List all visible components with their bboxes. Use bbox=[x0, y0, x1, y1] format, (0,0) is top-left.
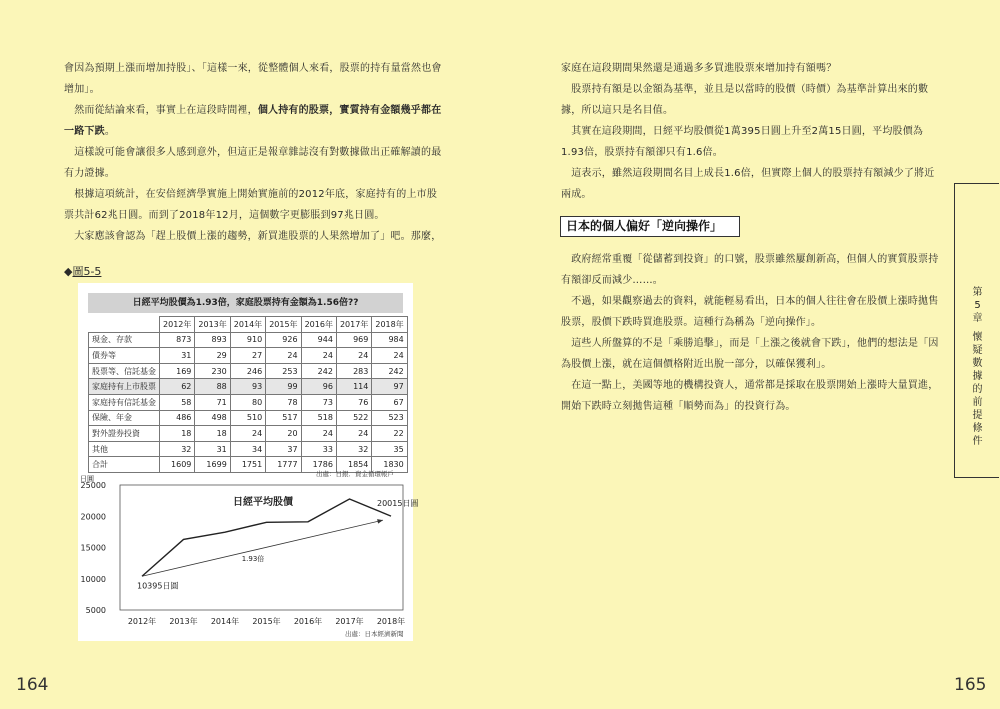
table-cell: 20 bbox=[266, 426, 301, 442]
table-cell: 24 bbox=[336, 426, 371, 442]
table-cell: 1786 bbox=[301, 457, 336, 473]
table-cell: 522 bbox=[336, 410, 371, 426]
table-cell: 93 bbox=[230, 379, 265, 395]
table-cell: 99 bbox=[266, 379, 301, 395]
table-cell: 283 bbox=[336, 363, 371, 379]
table-cell: 910 bbox=[230, 332, 265, 348]
table-row bbox=[89, 348, 408, 364]
figure-5-5 bbox=[78, 283, 419, 641]
row-label: 家庭持有信託基金 bbox=[89, 394, 160, 410]
table-cell: 24 bbox=[301, 348, 336, 364]
table-cell: 37 bbox=[266, 441, 301, 457]
paragraph: 家庭在這段期間果然還是通過多多買進股票來增加持有額嗎？ bbox=[561, 63, 837, 74]
arrowhead-icon bbox=[377, 519, 383, 524]
y-tick-label: 20000 bbox=[80, 512, 106, 522]
table-cell: 246 bbox=[230, 363, 265, 379]
table-cell: 33 bbox=[301, 441, 336, 457]
side-tab-char: 5 bbox=[974, 300, 981, 311]
row-label: 對外證券投資 bbox=[89, 426, 160, 442]
side-tab-char: 章 bbox=[972, 313, 983, 324]
column-header: 2018年 bbox=[372, 317, 407, 333]
table-cell: 486 bbox=[160, 410, 195, 426]
table-cell: 34 bbox=[230, 441, 265, 457]
paragraph: 不過，如果觀察過去的資料，就能輕易看出，日本的個人往往會在股價上漲時拋售 股票，股價下跌時買進股票。這種行為稱為「逆向操作」。 bbox=[561, 296, 939, 328]
table-cell: 498 bbox=[195, 410, 230, 426]
side-tab-char: 第 bbox=[972, 287, 983, 298]
table-title: 日經平均股價為1.93倍，家庭股票持有金額為1.56倍?? bbox=[88, 293, 403, 313]
table-cell: 24 bbox=[230, 426, 265, 442]
paragraph: 大家應該會認為「趕上股價上漲的趨勢，新買進股票的人果然增加了」吧。那麼， bbox=[64, 231, 442, 242]
table-cell: 984 bbox=[372, 332, 407, 348]
table-cell: 523 bbox=[372, 410, 407, 426]
table-cell: 969 bbox=[336, 332, 371, 348]
table-cell: 1609 bbox=[160, 457, 195, 473]
table-cell: 517 bbox=[266, 410, 301, 426]
y-tick-label: 15000 bbox=[80, 543, 106, 553]
x-tick-label: 2018年 bbox=[376, 617, 406, 626]
table-cell: 242 bbox=[301, 363, 336, 379]
table-cell: 230 bbox=[195, 363, 230, 379]
table-cell: 31 bbox=[195, 441, 230, 457]
side-tab-char: 數 bbox=[972, 358, 983, 369]
chapter-side-tab-text bbox=[955, 286, 1000, 448]
table-row bbox=[89, 394, 408, 410]
table-cell: 96 bbox=[301, 379, 336, 395]
column-header: 2014年 bbox=[230, 317, 265, 333]
household-assets-table bbox=[88, 316, 408, 473]
table-cell: 1777 bbox=[266, 457, 301, 473]
paragraph: 這表示，雖然這段期間名目上成長1.6倍，但實際上個人的股票持有額減少了將近 兩成。 bbox=[561, 168, 935, 200]
table-cell: 24 bbox=[301, 426, 336, 442]
row-label: 保險、年金 bbox=[89, 410, 160, 426]
start-value-label: 10395日圓 bbox=[137, 581, 179, 591]
column-header: 2015年 bbox=[266, 317, 301, 333]
table-row bbox=[89, 441, 408, 457]
table-cell: 62 bbox=[160, 379, 195, 395]
paragraph: 股票持有額是以金額為基準，並且是以當時的股價（時價）為基準計算出來的數 據，所以這只是名目值。 bbox=[561, 84, 929, 116]
row-label: 合計 bbox=[89, 457, 160, 473]
x-tick-label: 2014年 bbox=[210, 617, 240, 626]
y-axis-unit-label: 日圓 bbox=[80, 475, 94, 483]
table-cell: 926 bbox=[266, 332, 301, 348]
paragraph: 其實在這段期間，日經平均股價從1萬395日圓上升至2萬15日圓，平均股價為 1.93倍，股票持有額卻只有1.6倍。 bbox=[561, 126, 924, 158]
table-cell: 32 bbox=[336, 441, 371, 457]
ratio-label: 1.93倍 bbox=[241, 555, 265, 563]
nikkei-series-line bbox=[142, 499, 391, 576]
table-cell: 18 bbox=[160, 426, 195, 442]
row-label: 股票等、信託基金 bbox=[89, 363, 160, 379]
x-tick-label: 2017年 bbox=[335, 617, 364, 626]
column-header: 2017年 bbox=[336, 317, 371, 333]
table-cell: 78 bbox=[266, 394, 301, 410]
table-cell: 32 bbox=[160, 441, 195, 457]
x-tick-label: 2012年 bbox=[127, 617, 157, 626]
table-cell: 24 bbox=[336, 348, 371, 364]
y-tick-label: 10000 bbox=[80, 574, 106, 584]
table-cell: 253 bbox=[266, 363, 301, 379]
chapter-side-tab bbox=[954, 183, 999, 478]
table-cell: 1699 bbox=[195, 457, 230, 473]
y-tick-label: 25000 bbox=[80, 481, 106, 490]
table-cell: 97 bbox=[372, 379, 407, 395]
chart-source: 出處：日本經濟新聞 bbox=[345, 630, 404, 638]
table-row bbox=[89, 363, 408, 379]
row-label: 其他 bbox=[89, 441, 160, 457]
side-tab-char: 提 bbox=[972, 410, 983, 421]
table-cell: 76 bbox=[336, 394, 371, 410]
diamond-bullet-icon: ◆ bbox=[64, 265, 73, 278]
table-cell: 518 bbox=[301, 410, 336, 426]
paragraph: 然而從結論來看，事實上在這段時間裡，個人持有的股票，實質持有金額幾乎都在 一路下跌。 bbox=[64, 105, 442, 137]
table-cell: 169 bbox=[160, 363, 195, 379]
table-cell: 18 bbox=[195, 426, 230, 442]
column-header: 2016年 bbox=[301, 317, 336, 333]
side-tab-char: 前 bbox=[972, 397, 983, 408]
row-label: 家庭持有上市股票 bbox=[89, 379, 160, 395]
table-cell: 31 bbox=[160, 348, 195, 364]
paragraph: 在這一點上，美國等地的機構投資人，通常都是採取在股票開始上漲時大量買進， 開始下跌時立刻拋售這種「順勢而為」的投資行為。 bbox=[561, 380, 939, 412]
row-label: 現金、存款 bbox=[89, 332, 160, 348]
y-tick-label: 5000 bbox=[85, 606, 106, 615]
side-tab-char: 的 bbox=[972, 384, 983, 395]
table-cell: 80 bbox=[230, 394, 265, 410]
table-cell: 1751 bbox=[230, 457, 265, 473]
table-cell: 873 bbox=[160, 332, 195, 348]
section-heading: 日本的個人偏好「逆向操作」 bbox=[560, 216, 740, 237]
table-cell: 88 bbox=[195, 379, 230, 395]
paragraph: 政府經常重覆「從儲蓄到投資」的口號，股票雖然屢創新高，但個人的實質股票持 有額卻反而減少……。 bbox=[561, 254, 939, 286]
side-tab-char: 件 bbox=[972, 436, 983, 447]
table-cell: 22 bbox=[372, 426, 407, 442]
table-cell: 510 bbox=[230, 410, 265, 426]
page-number: 165 bbox=[954, 675, 987, 695]
table-row bbox=[89, 426, 408, 442]
nikkei-line-chart bbox=[78, 473, 419, 641]
side-tab-char: 疑 bbox=[972, 345, 983, 356]
table-row bbox=[89, 410, 408, 426]
figure-label: ◆圖5-5 bbox=[64, 265, 102, 278]
side-tab-char: 條 bbox=[972, 423, 983, 434]
table-header-row bbox=[89, 317, 408, 333]
table-cell: 29 bbox=[195, 348, 230, 364]
table-source: 出處：日銀．資金循環帳戶 bbox=[316, 470, 394, 478]
x-tick-label: 2013年 bbox=[169, 617, 198, 626]
table-cell: 1830 bbox=[372, 457, 407, 473]
table-cell: 27 bbox=[230, 348, 265, 364]
table-cell: 944 bbox=[301, 332, 336, 348]
chart-title: 日經平均股價 bbox=[233, 497, 293, 508]
table-cell: 35 bbox=[372, 441, 407, 457]
end-value-label: 20015日圓 bbox=[377, 499, 419, 509]
paragraph: 這樣說可能會讓很多人感到意外，但這正是報章雜誌沒有對數據做出正確解讀的最 有力證據。 bbox=[64, 147, 442, 179]
paragraph: 這些人所盤算的不是「乘勝追擊」，而是「上漲之後就會下跌」，他們的想法是「因 為股價上漲，就在這個價格附近出脫一部分，以確保獲利」。 bbox=[561, 338, 939, 370]
table-cell: 1854 bbox=[336, 457, 371, 473]
table-cell: 114 bbox=[336, 379, 371, 395]
trend-arrow-line bbox=[142, 520, 383, 576]
table-row bbox=[89, 379, 408, 395]
row-label: 債券等 bbox=[89, 348, 160, 364]
x-tick-label: 2016年 bbox=[293, 617, 323, 626]
side-tab-char: 懷 bbox=[972, 332, 983, 343]
table-cell: 73 bbox=[301, 394, 336, 410]
table-row bbox=[89, 332, 408, 348]
x-tick-label: 2015年 bbox=[252, 617, 281, 626]
paragraph: 根據這項統計，在安倍經濟學實施上開始實施前的2012年底，家庭持有的上市股 票共計62兆日圓。而到了2018年12月，這個數字更膨脹到97兆日圓。 bbox=[64, 189, 438, 221]
paragraph: 會因為預期上漲而增加持股」、「這樣一來，從整體個人來看，股票的持有量當然也會 增加」。 bbox=[64, 63, 442, 95]
right-page bbox=[500, 0, 999, 709]
table-cell: 67 bbox=[372, 394, 407, 410]
column-header: 2012年 bbox=[160, 317, 195, 333]
table-cell: 24 bbox=[372, 348, 407, 364]
page-number: 164 bbox=[16, 675, 49, 695]
side-tab-char: 據 bbox=[972, 371, 983, 382]
table-cell: 242 bbox=[372, 363, 407, 379]
table-cell: 893 bbox=[195, 332, 230, 348]
table-cell: 24 bbox=[266, 348, 301, 364]
column-header: 2013年 bbox=[195, 317, 230, 333]
table-cell: 58 bbox=[160, 394, 195, 410]
table-cell: 71 bbox=[195, 394, 230, 410]
